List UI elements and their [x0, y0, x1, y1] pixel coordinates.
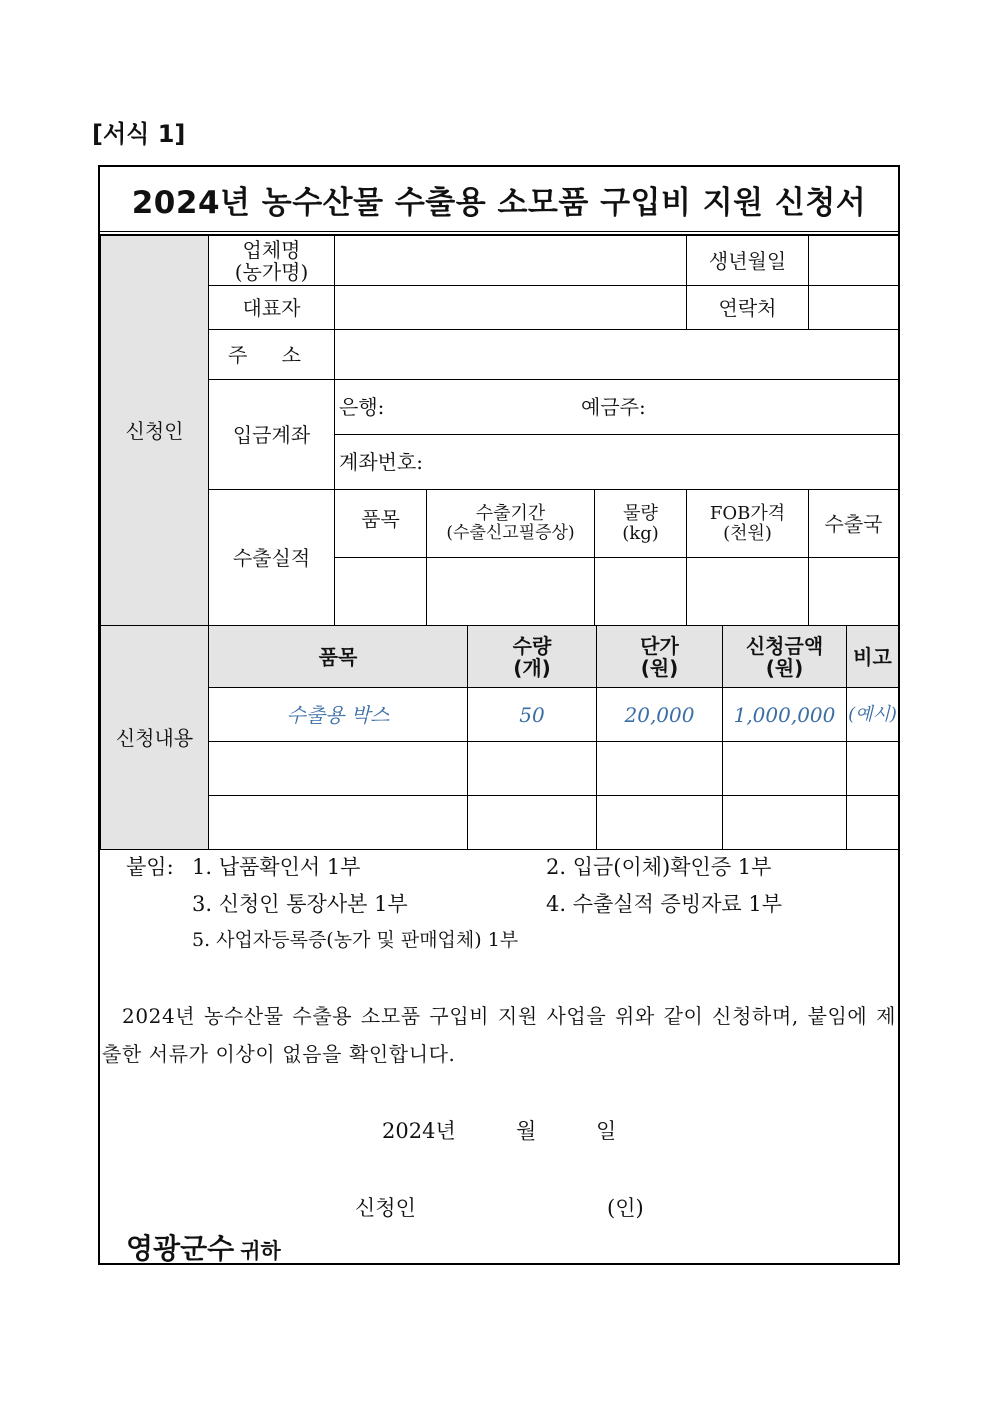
example-item[interactable]: 수출용 박스 — [209, 688, 468, 742]
request-note-header: 비고 — [847, 626, 899, 688]
company-name-label — [209, 236, 335, 286]
export-qty-line1: 물량 — [623, 502, 658, 524]
birth-date-label: 생년월일 — [687, 236, 809, 286]
example-note[interactable]: (예시) — [847, 688, 899, 742]
contact-field[interactable] — [809, 286, 899, 330]
company-label-line2: (농가명) — [234, 259, 309, 284]
attachment-item-4: 4. 수출실적 증빙자료 1부 — [546, 892, 782, 916]
example-amount[interactable]: 1,000,000 — [723, 688, 847, 742]
request-price-line2: (원) — [640, 655, 679, 680]
seal-mark: (인) — [607, 1196, 644, 1220]
attachment-item-1: 1. 납품확인서 1부 — [192, 855, 361, 879]
signature-label: 신청인 — [355, 1196, 416, 1220]
export-period-header — [427, 490, 595, 558]
account-number-label: 계좌번호: — [339, 450, 424, 474]
bank-label: 은행: — [339, 395, 385, 419]
request-row2-amount[interactable] — [723, 742, 847, 796]
attachments-label: 붙임: — [126, 855, 174, 879]
export-item-field[interactable] — [335, 558, 427, 626]
export-fob-line2: (천원) — [723, 522, 772, 544]
export-item-header: 품목 — [335, 490, 427, 558]
export-period-line2: (수출신고필증상) — [446, 523, 575, 544]
request-item-header: 품목 — [209, 626, 468, 688]
request-row3-note[interactable] — [847, 796, 899, 850]
confirmation-statement: 2024년 농수산물 수출용 소모품 구입비 지원 사업을 위와 같이 신청하며, 붙임에 제출한 서류가 이상이 없음을 확인합니다. — [102, 1004, 896, 1066]
account-number-field[interactable] — [335, 435, 899, 490]
date-day: 일 — [596, 1119, 617, 1143]
address-label: 주 소 — [209, 330, 335, 380]
title-box — [100, 167, 898, 235]
deposit-account-label: 입금계좌 — [209, 380, 335, 490]
contact-label: 연락처 — [687, 286, 809, 330]
attachment-item-3: 3. 신청인 통장사본 1부 — [192, 892, 408, 916]
date-year: 2024년 — [382, 1119, 456, 1143]
export-country-field[interactable] — [809, 558, 899, 626]
request-amount-header — [723, 626, 847, 688]
request-row3-qty[interactable] — [468, 796, 597, 850]
request-price-line1: 단가 — [640, 633, 679, 658]
request-qty-line1: 수량 — [512, 633, 552, 658]
request-row2-note[interactable] — [847, 742, 899, 796]
request-section-label: 신청내용 — [101, 626, 209, 850]
export-period-field[interactable] — [427, 558, 595, 626]
form-title: 2024년 농수산물 수출용 소모품 구입비 지원 신청서 — [131, 184, 867, 221]
applicant-table — [100, 235, 899, 626]
export-fob-line1: FOB가격 — [709, 502, 786, 524]
form-number: [서식 1] — [92, 120, 186, 148]
representative-label: 대표자 — [209, 286, 335, 330]
example-qty[interactable]: 50 — [468, 688, 597, 742]
request-price-header — [597, 626, 723, 688]
birth-date-field[interactable] — [809, 236, 899, 286]
request-qty-header — [468, 626, 597, 688]
request-amount-line1: 신청금액 — [745, 633, 824, 658]
addressee-name: 영광군수 — [126, 1232, 235, 1265]
request-amount-line2: (원) — [765, 655, 804, 680]
export-period-line1: 수출기간 — [475, 503, 546, 525]
request-row3-item[interactable] — [209, 796, 468, 850]
applicant-section-label: 신청인 — [101, 236, 209, 626]
request-row2-qty[interactable] — [468, 742, 597, 796]
export-fob-header — [687, 490, 809, 558]
request-qty-line2: (개) — [513, 655, 551, 680]
request-row2-item[interactable] — [209, 742, 468, 796]
address-field[interactable] — [335, 330, 899, 380]
bank-holder-field[interactable] — [335, 380, 899, 435]
export-record-label: 수출실적 — [209, 490, 335, 626]
request-row3-amount[interactable] — [723, 796, 847, 850]
representative-field[interactable] — [335, 286, 687, 330]
application-form — [98, 165, 900, 1265]
attachment-item-2: 2. 입금(이체)확인증 1부 — [546, 855, 772, 879]
date-month: 월 — [516, 1119, 537, 1143]
export-qty-field[interactable] — [595, 558, 687, 626]
request-row2-price[interactable] — [597, 742, 723, 796]
export-country-header: 수출국 — [809, 490, 899, 558]
company-label-line1: 업체명 — [242, 237, 301, 262]
export-fob-field[interactable] — [687, 558, 809, 626]
attachment-item-5: 5. 사업자등록증(농가 및 판매업체) 1부 — [192, 929, 519, 951]
company-name-field[interactable] — [335, 236, 687, 286]
export-qty-line2: (kg) — [622, 522, 659, 544]
addressee-suffix: 귀하 — [240, 1239, 281, 1263]
request-table — [100, 625, 899, 850]
addressee — [126, 1227, 281, 1267]
export-qty-header — [595, 490, 687, 558]
request-row3-price[interactable] — [597, 796, 723, 850]
example-price[interactable]: 20,000 — [597, 688, 723, 742]
account-holder-label: 예금주: — [581, 395, 646, 419]
